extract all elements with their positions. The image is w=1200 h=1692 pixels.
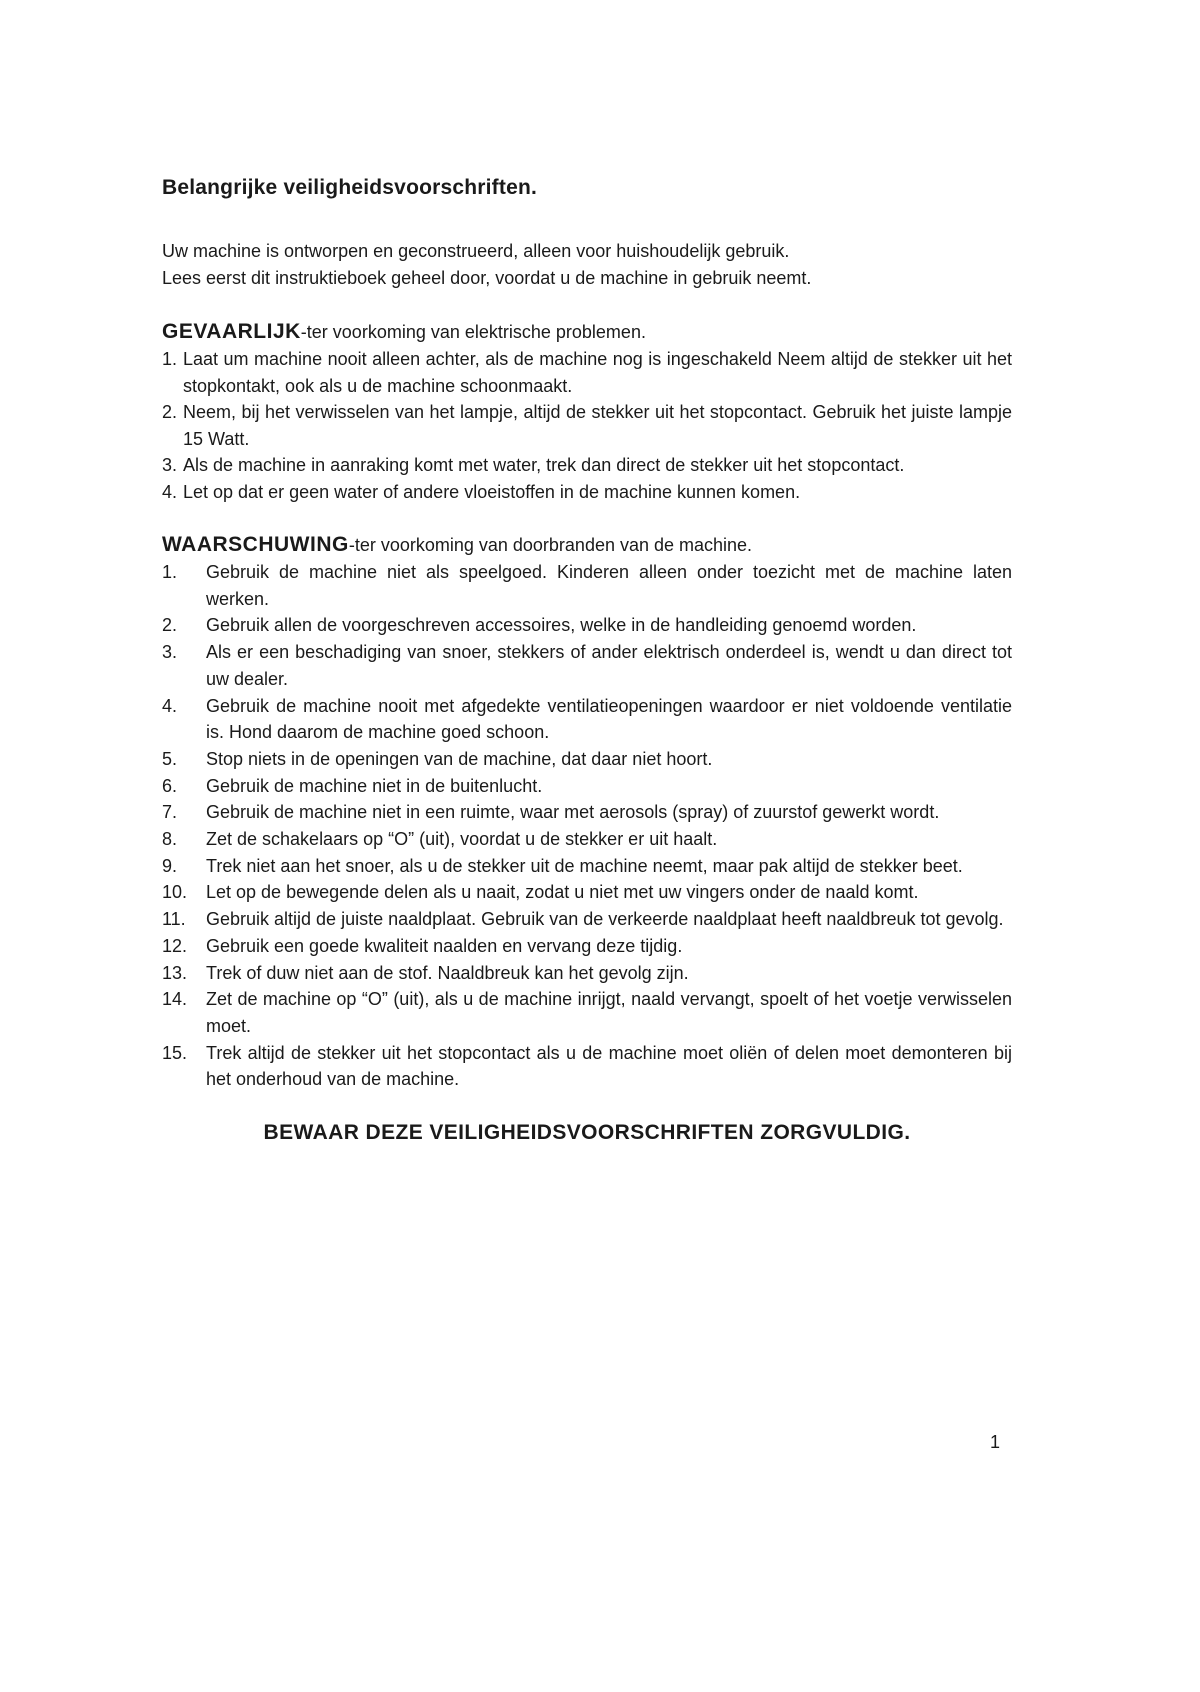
document-title: Belangrijke veiligheidsvoorschriften. bbox=[162, 176, 538, 199]
warning-subtitle: -ter voorkoming van doorbranden van de machine. bbox=[348, 535, 753, 555]
danger-heading bbox=[162, 318, 1012, 346]
item-number: 12. bbox=[162, 935, 188, 956]
item-text: Als de machine in aanraking komt met water, trek dan direct de stekker uit het stopcontact. bbox=[183, 455, 905, 475]
list-item bbox=[162, 906, 1012, 933]
item-number: 2. bbox=[162, 615, 178, 636]
item-number: 11. bbox=[162, 909, 186, 930]
item-text: Let op de bewegende delen als u naait, zodat u niet met uw vingers onder de naald komt. bbox=[206, 882, 919, 903]
danger-subtitle: -ter voorkoming van elektrische problemen. bbox=[300, 322, 646, 342]
item-number: 6. bbox=[162, 775, 178, 796]
warning-list bbox=[162, 559, 1012, 1093]
item-text: Gebruik de machine nooit met afgedekte ventilatieopeningen waardoor er niet voldoende ventilatie is. Hond daarom de machine goed schoon. bbox=[206, 695, 1012, 743]
item-text: Trek niet aan het snoer, als u de stekker uit de machine neemt, maar pak altijd de stekker beet. bbox=[206, 855, 963, 876]
item-number: 15. bbox=[162, 1042, 188, 1063]
list-item bbox=[162, 986, 1012, 1039]
item-number: 14. bbox=[162, 989, 188, 1010]
closing-statement: BEWAAR DEZE VEILIGHEIDSVOORSCHRIFTEN ZORGVULDIG. bbox=[263, 1121, 911, 1145]
item-text: Stop niets in de openingen van de machine, dat daar niet hoort. bbox=[206, 748, 713, 769]
item-number: 8. bbox=[162, 829, 178, 850]
item-text: Laat um machine nooit alleen achter, als de machine nog is ingeschakeld Neem altijd de stekker uit het stopkontakt, ook als u de machine schoonmaakt. bbox=[183, 349, 1012, 396]
page-number: 1 bbox=[990, 1432, 1001, 1452]
item-text: Gebruik een goede kwaliteit naalden en vervang deze tijdig. bbox=[206, 935, 683, 956]
list-item bbox=[162, 639, 1012, 692]
item-number: 7. bbox=[162, 802, 178, 823]
intro-line: Lees eerst dit instruktieboek geheel door, voordat u de machine in gebruik neemt. bbox=[162, 268, 812, 288]
warning-section bbox=[162, 531, 1012, 1093]
item-text: Let op dat er geen water of andere vloeistoffen in de machine kunnen komen. bbox=[183, 481, 801, 502]
item-number: 5. bbox=[162, 748, 178, 769]
list-item bbox=[162, 826, 1012, 853]
intro-paragraph bbox=[162, 238, 1012, 292]
item-text: Neem, bij het verwisselen van het lampje, altijd de stekker uit het stopcontact. Gebruik het juiste lampje 15 Watt. bbox=[183, 402, 1012, 449]
warning-heading bbox=[162, 531, 1012, 559]
item-number: 2. bbox=[162, 402, 178, 422]
item-text: Trek of duw niet aan de stof. Naaldbreuk kan het gevolg zijn. bbox=[206, 962, 689, 983]
item-text: Gebruik allen de voorgeschreven accessoires, welke in de handleiding genoemd worden. bbox=[206, 615, 917, 636]
item-number: 4. bbox=[162, 481, 178, 502]
item-text: Als er een beschadiging van snoer, stekkers of ander elektrisch onderdeel is, wendt u dan direct tot uw dealer. bbox=[206, 642, 1012, 689]
item-number: 9. bbox=[162, 855, 178, 876]
danger-list bbox=[162, 346, 1012, 505]
item-number: 10. bbox=[162, 882, 188, 903]
list-item bbox=[162, 559, 1012, 612]
list-item bbox=[162, 346, 1012, 399]
list-item bbox=[162, 612, 1012, 639]
item-number: 4. bbox=[162, 695, 178, 716]
item-text: Gebruik altijd de juiste naaldplaat. Gebruik van de verkeerde naaldplaat heeft naaldbreuk tot gevolg. bbox=[206, 909, 1004, 930]
danger-keyword: GEVAARLIJK bbox=[162, 320, 301, 343]
list-item bbox=[162, 693, 1012, 746]
item-text: Gebruik de machine niet als speelgoed. Kinderen alleen onder toezicht met de machine laten werken. bbox=[206, 562, 1012, 609]
item-number: 3. bbox=[162, 455, 178, 475]
item-text: Gebruik de machine niet in een ruimte, waar met aerosols (spray) of zuurstof gewerkt wordt. bbox=[206, 802, 940, 823]
item-text: Zet de schakelaars op “O” (uit), voordat u de stekker er uit haalt. bbox=[206, 829, 718, 850]
list-item bbox=[162, 879, 1012, 906]
list-item bbox=[162, 399, 1012, 452]
item-number: 3. bbox=[162, 642, 178, 663]
item-number: 1. bbox=[162, 349, 178, 369]
list-item bbox=[162, 960, 1012, 987]
list-item bbox=[162, 746, 1012, 773]
document-body bbox=[162, 176, 1012, 1145]
warning-keyword: WAARSCHUWING bbox=[162, 533, 349, 556]
danger-section bbox=[162, 318, 1012, 505]
item-text: Gebruik de machine niet in de buitenlucht. bbox=[206, 775, 543, 796]
item-number: 1. bbox=[162, 562, 178, 582]
list-item bbox=[162, 773, 1012, 800]
list-item bbox=[162, 933, 1012, 960]
list-item bbox=[162, 799, 1012, 826]
intro-line: Uw machine is ontworpen en geconstrueerd, alleen voor huishoudelijk gebruik. bbox=[162, 241, 790, 261]
list-item bbox=[162, 1040, 1012, 1093]
list-item bbox=[162, 479, 1012, 506]
item-text: Zet de machine op “O” (uit), als u de machine inrijgt, naald vervangt, spoelt of het voetje verwisselen moet. bbox=[206, 989, 1012, 1036]
item-number: 13. bbox=[162, 962, 188, 983]
list-item bbox=[162, 853, 1012, 880]
item-text: Trek altijd de stekker uit het stopcontact als u de machine moet oliën of delen moet demonteren bij het onderhoud van de machine. bbox=[206, 1042, 1012, 1090]
list-item bbox=[162, 452, 1012, 479]
